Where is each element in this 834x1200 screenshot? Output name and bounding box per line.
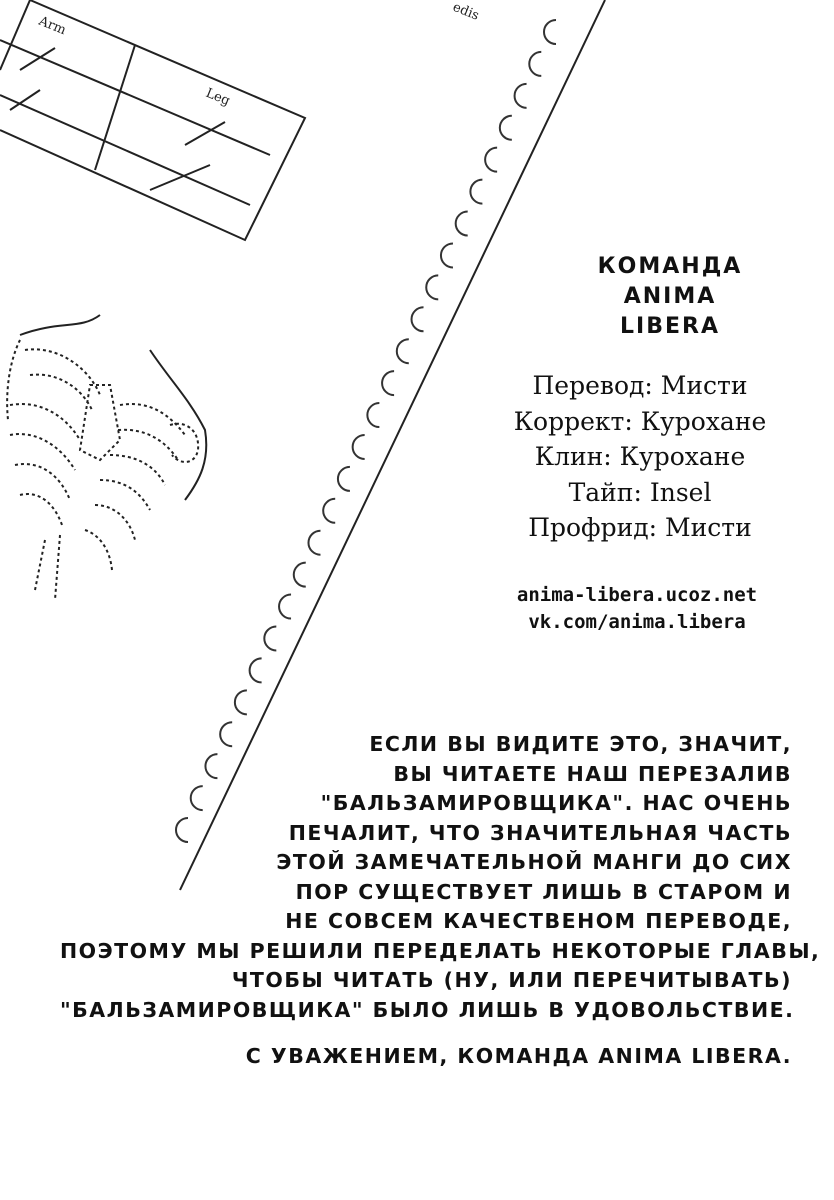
spiral-hole bbox=[323, 499, 335, 523]
spiral-hole bbox=[353, 435, 365, 459]
message-line: "БАЛЬЗАМИРОВЩИКА" БЫЛО ЛИШЬ В УДОВОЛЬСТВИЕ. bbox=[60, 997, 795, 1022]
credit-final-proofread: Профрид: Мисти bbox=[528, 513, 752, 542]
spiral-hole bbox=[397, 339, 409, 363]
message-line: ЧТОБЫ ЧИТАТЬ (НУ, ИЛИ ПЕРЕЧИТЫВАТЬ) bbox=[231, 968, 792, 992]
message-line: ЭТОЙ ЗАМЕЧАТЕЛЬНОЙ МАНГИ ДО СИХ bbox=[276, 850, 792, 874]
message-signature: С УВАЖЕНИЕМ, КОМАНДА ANIMA LIBERA. bbox=[245, 1044, 792, 1068]
spiral-hole bbox=[441, 243, 453, 267]
spiral-hole bbox=[367, 403, 379, 427]
spiral-hole bbox=[382, 371, 394, 395]
team-line-2: ANIMA bbox=[623, 284, 717, 309]
spiral-hole bbox=[544, 20, 556, 44]
team-line-3: LIBERA bbox=[620, 314, 720, 339]
ribcage-sketch bbox=[7, 315, 206, 600]
spiral-hole bbox=[264, 626, 276, 650]
message-line: "БАЛЬЗАМИРОВЩИКА". НАС ОЧЕНЬ bbox=[320, 791, 792, 815]
message-line: ПЕЧАЛИТ, ЧТО ЗНАЧИТЕЛЬНАЯ ЧАСТЬ bbox=[288, 820, 792, 845]
spiral-hole bbox=[515, 84, 527, 108]
message-line: ВЫ ЧИТАЕТЕ НАШ ПЕРЕЗАЛИВ bbox=[393, 761, 792, 786]
message-line: НЕ СОВСЕМ КАЧЕСТВЕНОМ ПЕРЕВОДЕ, bbox=[285, 909, 792, 933]
message-line: ПОР СУЩЕСТВУЕТ ЛИШЬ В СТАРОМ И bbox=[295, 879, 792, 904]
table-label-arm: Arm bbox=[36, 13, 69, 39]
credit-proofreading: Коррект: Курохане bbox=[513, 406, 767, 436]
spiral-hole bbox=[338, 467, 350, 491]
spiral-hole bbox=[470, 180, 482, 204]
spiral-hole bbox=[294, 563, 306, 587]
spiral-hole bbox=[456, 212, 468, 236]
site-url: anima-libera.ucoz.net bbox=[516, 584, 758, 606]
record-table bbox=[0, 0, 305, 240]
vk-url: vk.com/anima.libera bbox=[528, 611, 746, 633]
message-line: ПОЭТОМУ МЫ РЕШИЛИ ПЕРЕДЕЛАТЬ НЕКОТОРЫЕ ГЛАВЫ, bbox=[60, 938, 821, 963]
message-line: ЕСЛИ ВЫ ВИДИТЕ ЭТО, ЗНАЧИТ, bbox=[369, 732, 792, 756]
team-message bbox=[60, 730, 821, 1025]
team-line-1: КОМАНДА bbox=[597, 254, 743, 279]
spiral-hole bbox=[250, 658, 262, 682]
spiral-hole bbox=[235, 690, 247, 714]
credit-translation: Перевод: Мисти bbox=[532, 371, 748, 400]
spiral-hole bbox=[412, 307, 424, 331]
credit-typesetting: Тайп: Insel bbox=[568, 477, 712, 507]
table-label-leg: Leg bbox=[203, 85, 232, 109]
spiral-hole bbox=[529, 52, 541, 76]
spiral-hole bbox=[308, 531, 320, 555]
credit-cleaning: Клин: Курохане bbox=[534, 442, 746, 471]
table-label-fragment: edis bbox=[450, 0, 482, 24]
spiral-hole bbox=[279, 595, 291, 619]
spiral-hole bbox=[485, 148, 497, 172]
website-links bbox=[462, 582, 812, 636]
spiral-hole bbox=[426, 275, 438, 299]
credits-list bbox=[470, 368, 810, 546]
spiral-hole bbox=[500, 116, 512, 140]
team-name bbox=[540, 252, 800, 342]
